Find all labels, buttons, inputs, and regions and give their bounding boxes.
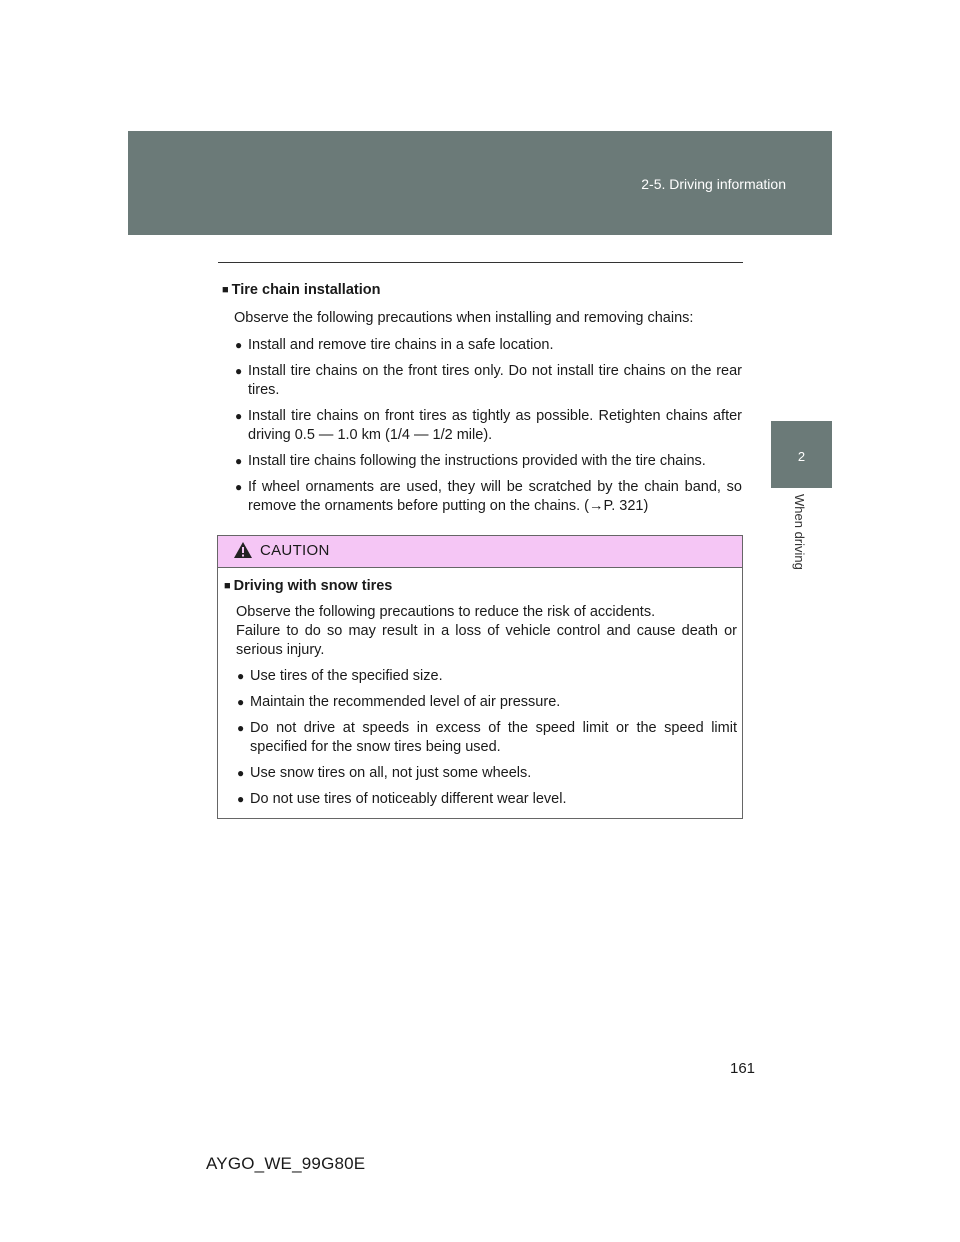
list-item: ● Install tire chains on front tires as tightly as possible. Retighten chains after driving 0.5 — 1.0 km (1/4 — 1/2 mile). (235, 408, 742, 443)
tire-chain-section (222, 281, 742, 516)
caution-title-row (224, 577, 737, 597)
circle-bullet-icon: ● (235, 480, 243, 494)
circle-bullet-icon: ● (237, 792, 245, 806)
circle-bullet-icon: ● (237, 766, 245, 780)
warning-triangle-icon (233, 541, 253, 559)
document-code: AYGO_WE_99G80E (206, 1154, 366, 1173)
section-title-row (222, 281, 742, 301)
chapter-label: When driving (792, 494, 807, 570)
list-item: ● Do not use tires of noticeably different wear level. (237, 791, 567, 807)
list-item: ● Install tire chains on the front tires only. Do not install tire chains on the rear tires. (235, 363, 742, 398)
circle-bullet-icon: ● (237, 669, 245, 683)
list-item: ● Maintain the recommended level of air pressure. (237, 694, 561, 710)
list-item: ● Do not drive at speeds in excess of the speed limit or the speed limit specified for the snow tires being used. (237, 720, 737, 755)
divider (218, 262, 743, 263)
caution-intro: Observe the following precautions to reduce the risk of accidents. Failure to do so may result in a loss of vehicle control and cause death or serious injury. (236, 604, 737, 658)
chapter-number: 2 (797, 449, 806, 464)
page-number: 161 (730, 1060, 756, 1077)
circle-bullet-icon: ● (237, 721, 245, 735)
header-band (128, 131, 832, 235)
square-icon: ■ (222, 284, 229, 296)
section-title: Tire chain installation (231, 282, 381, 298)
caution-label: CAUTION (260, 542, 330, 559)
caution-box (217, 535, 743, 819)
list-item: ● Install and remove tire chains in a safe location. (235, 337, 554, 353)
list-item: ● Use snow tires on all, not just some wheels. (237, 765, 532, 781)
square-icon: ■ (224, 580, 231, 592)
circle-bullet-icon: ● (235, 364, 243, 378)
section-heading: 2-5. Driving information (641, 176, 786, 192)
circle-bullet-icon: ● (235, 409, 243, 423)
caution-body (218, 568, 742, 809)
list-item: ● Use tires of the specified size. (237, 668, 443, 684)
chapter-tab (771, 421, 832, 488)
caution-title: Driving with snow tires (233, 578, 393, 594)
circle-bullet-icon: ● (235, 338, 243, 352)
list-item: ● Install tire chains following the instructions provided with the tire chains. (235, 453, 706, 469)
circle-bullet-icon: ● (237, 695, 245, 709)
list-item: ● If wheel ornaments are used, they will be scratched by the chain band, so remove the ornaments before putting on the chains. (→P. 321) (235, 479, 742, 514)
circle-bullet-icon: ● (235, 454, 243, 468)
section-intro: Observe the following precautions when installing and removing chains: (234, 310, 694, 326)
caution-header (218, 536, 742, 568)
